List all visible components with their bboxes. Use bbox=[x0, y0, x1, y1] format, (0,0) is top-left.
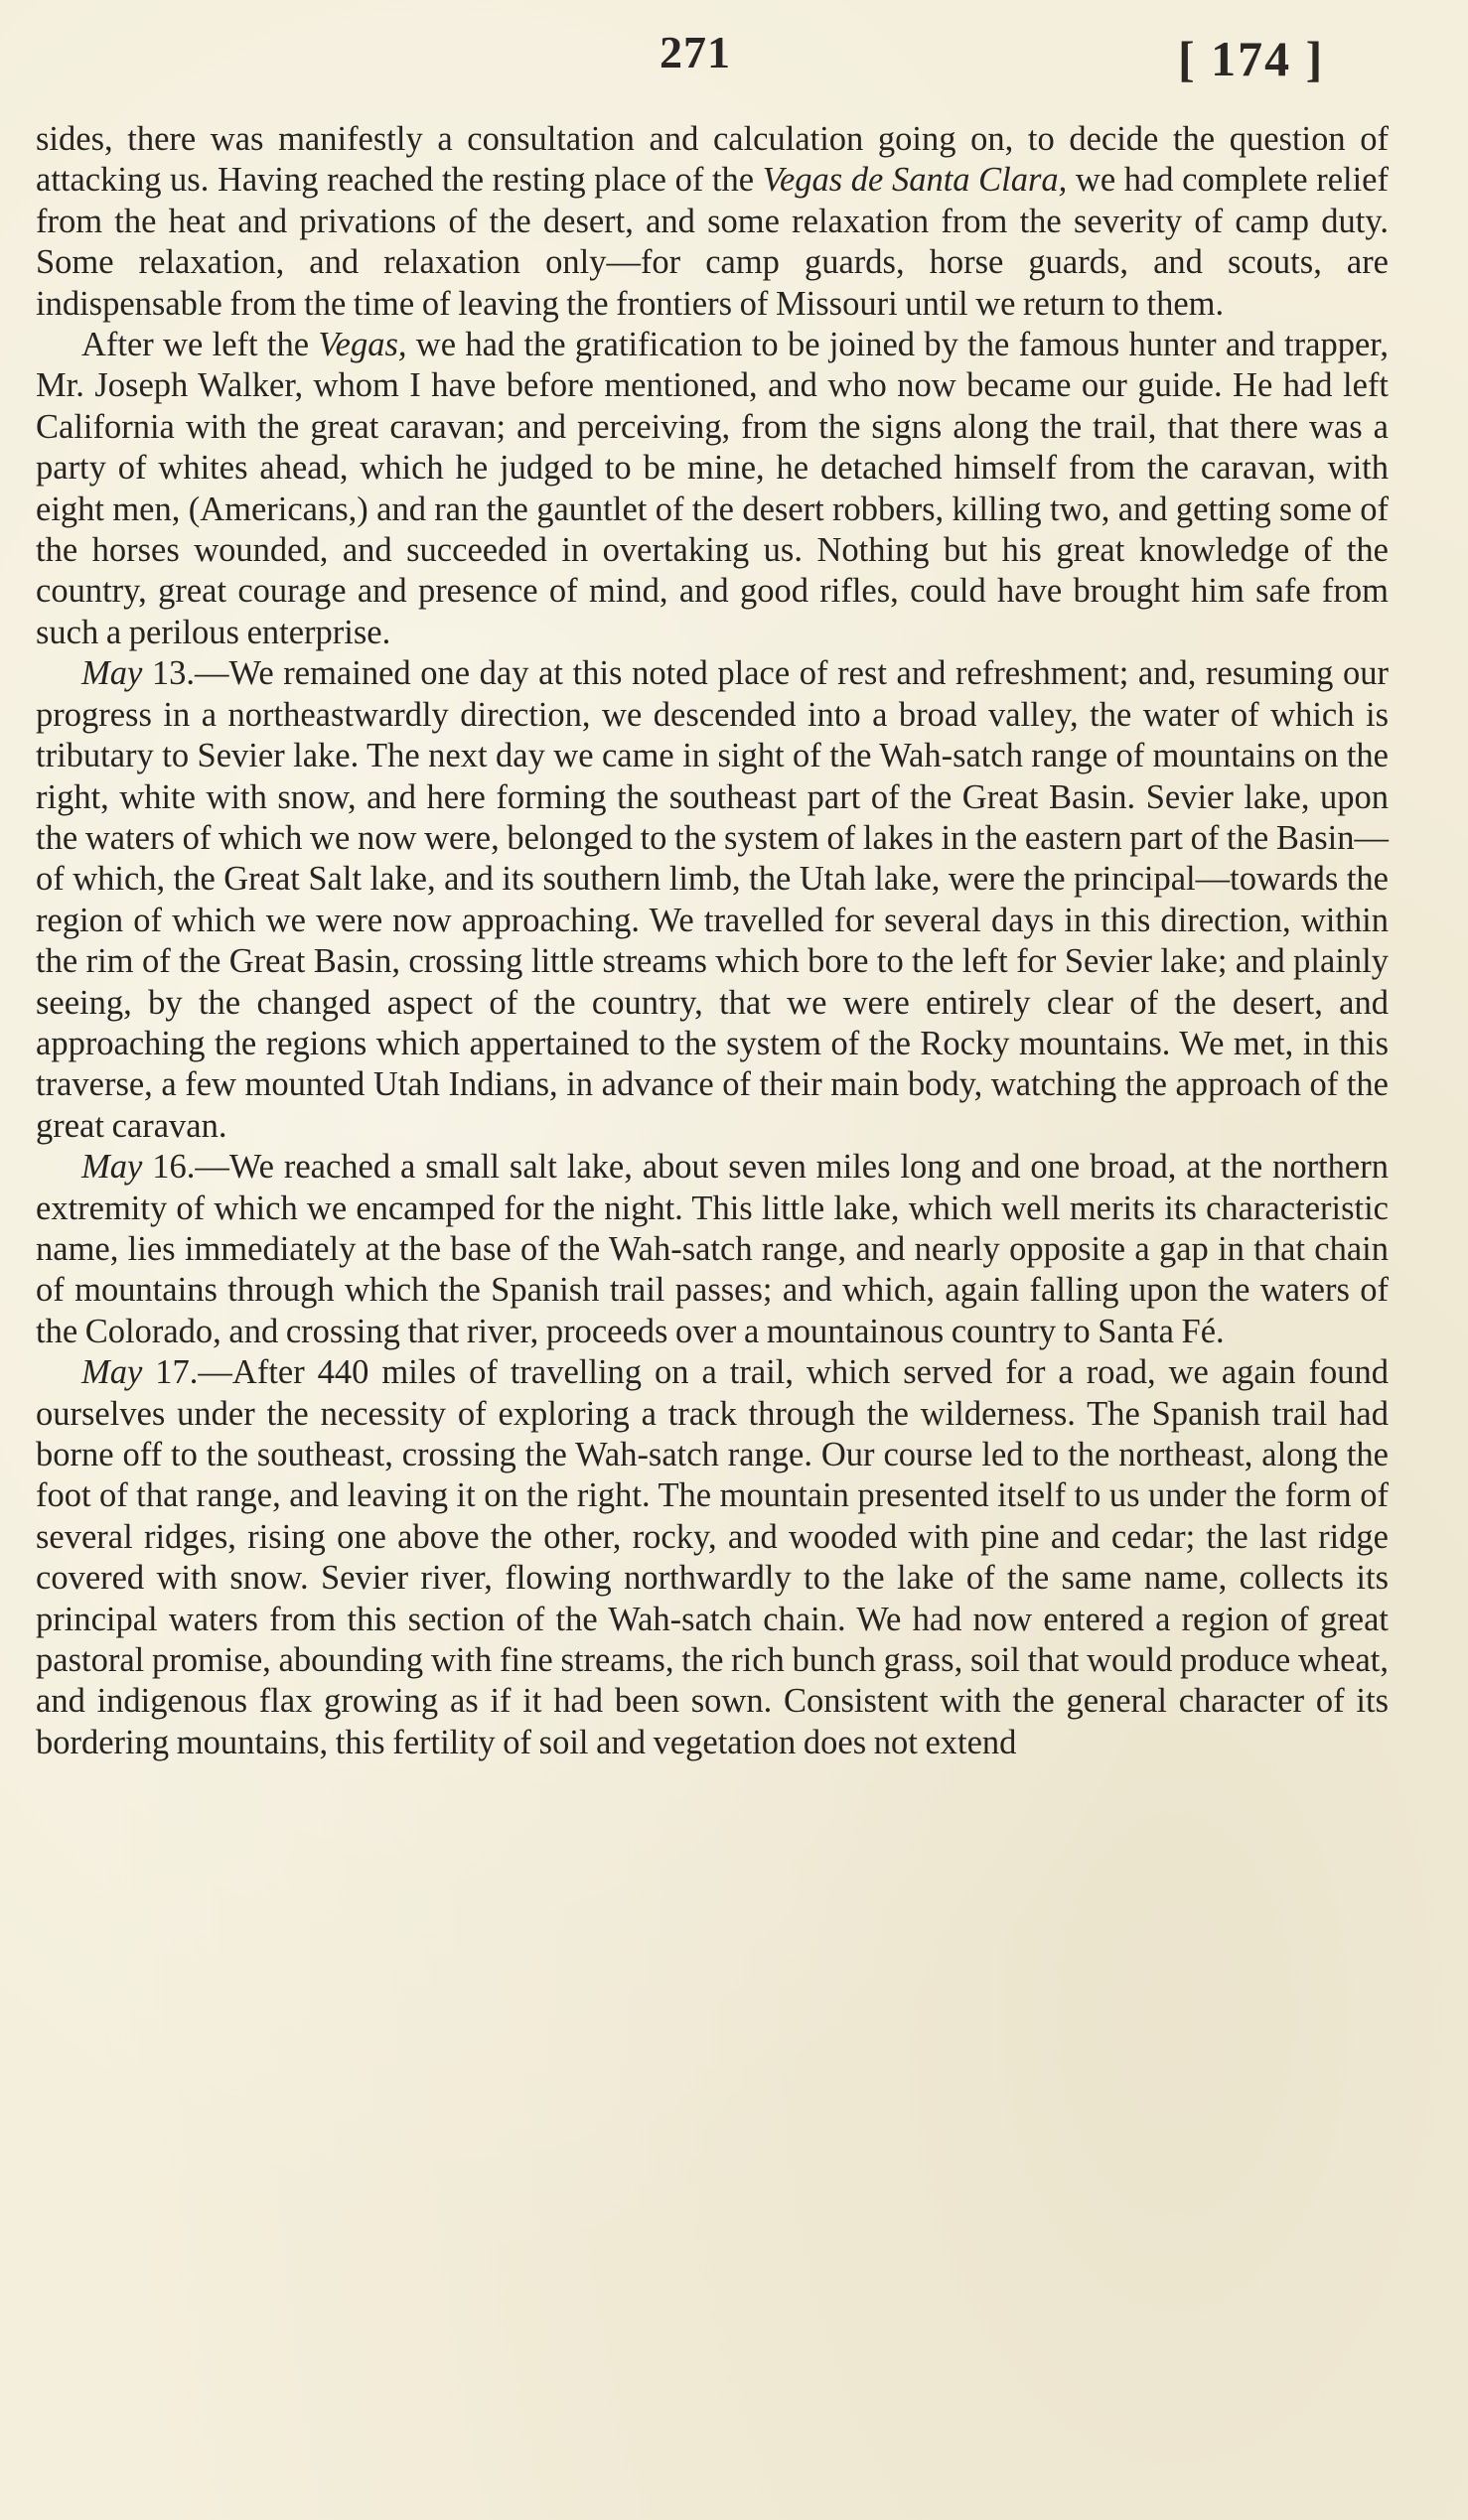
body-text bbox=[36, 119, 1389, 1763]
paragraph bbox=[36, 325, 1389, 653]
paragraph bbox=[36, 1147, 1389, 1352]
italic-text-run: Vegas de Santa Clara, bbox=[762, 161, 1068, 200]
date-label: May bbox=[81, 1148, 143, 1187]
paragraph bbox=[36, 1352, 1389, 1763]
text-run: sides, there was manifestly a consultation and calculation going on, to decide the question of attacking us. Having reached the resting place of the bbox=[36, 120, 1389, 200]
document-page bbox=[36, 0, 1389, 2520]
date-label: May bbox=[81, 654, 143, 693]
italic-text-run: Vegas, bbox=[318, 326, 407, 364]
paragraph bbox=[36, 653, 1389, 1147]
text-run: 16.—We reached a small salt lake, about seven miles long and one broad, at the northern extremity of which we encamped for the night. This little lake, which well merits its characteristic name, lies immediately at the base of the Wah-satch range, and nearly opposite a gap in that chain of mountains through which the Spanish trail passes; and which, again falling upon the waters of the Colorado, and crossing that river, proceeds over a mountainous country to Santa Fé. bbox=[36, 1148, 1389, 1350]
text-run: we had the gratification to be joined by the famous hunter and trapper, Mr. Joseph Walker, whom I have before mentioned, and who now became our guide. He had left California with the great caravan; and perceiving, from the signs along the trail, that there was a party of whites ahead, which he judged to be mine, he detached himself from the caravan, with eight men, (Americans,) and ran the gauntlet of the desert robbers, killing two, and getting some of the horses wounded, and succeeded in overtaking us. Nothing but his great knowledge of the country, great courage and presence of mind, and good rifles, could have brought him safe from such a perilous enterprise. bbox=[36, 326, 1389, 651]
page-number: 271 bbox=[660, 27, 731, 77]
text-run: After we left the bbox=[81, 326, 319, 364]
text-run: 17.—After 440 miles of travelling on a trail, which served for a road, we again found ourselves under the necessity of exploring a track through the wilderness. The Spanish trail had borne off to the southeast, crossing the Wah-satch range. Our course led to the northeast, along the foot of that range, and leaving it on the right. The mountain presented itself to us under the form of several ridges, rising one above the other, rocky, and wooded with pine and cedar; the last ridge covered with snow. Sevier river, flowing northwardly to the lake of the same name, collects its principal waters from this section of the Wah-satch chain. We had now entered a region of great pastoral promise, abounding with fine streams, the rich bunch grass, soil that would produce wheat, and indigenous flax growing as if it had been sown. Consistent with the general character of its bordering mountains, this fertility of soil and vegetation does not extend bbox=[36, 1353, 1389, 1761]
text-run: we had complete relief from the heat and privations of the desert, and some relaxation from the severity of camp duty. Some relaxation, and relaxation only—for camp guards, horse guards, and scouts, are indispensable from the time of leaving the frontiers of Missouri until we return to them. bbox=[36, 161, 1389, 323]
document-number: [ 174 ] bbox=[1178, 31, 1325, 86]
page-header bbox=[36, 26, 1389, 95]
text-run: 13.—We remained one day at this noted place of rest and refreshment; and, resuming our progress in a northeastwardly direction, we descended into a broad valley, the water of which is tributary to Sevier lake. The next day we came in sight of the Wah-satch range of mountains on the right, white with snow, and here forming the southeast part of the Great Basin. Sevier lake, upon the waters of which we now were, belonged to the system of lakes in the eastern part of the Basin—of which, the Great Salt lake, and its southern limb, the Utah lake, were the principal—towards the region of which we were now approaching. We travelled for several days in this direction, within the rim of the Great Basin, crossing little streams which bore to the left for Sevier lake; and plainly seeing, by the changed aspect of the country, that we were entirely clear of the desert, and approaching the regions which appertained to the system of the Rocky mountains. We met, in this traverse, a few mounted Utah Indians, in advance of their main body, watching the approach of the great caravan. bbox=[36, 654, 1389, 1145]
paragraph bbox=[36, 119, 1389, 325]
date-label: May bbox=[81, 1353, 143, 1392]
